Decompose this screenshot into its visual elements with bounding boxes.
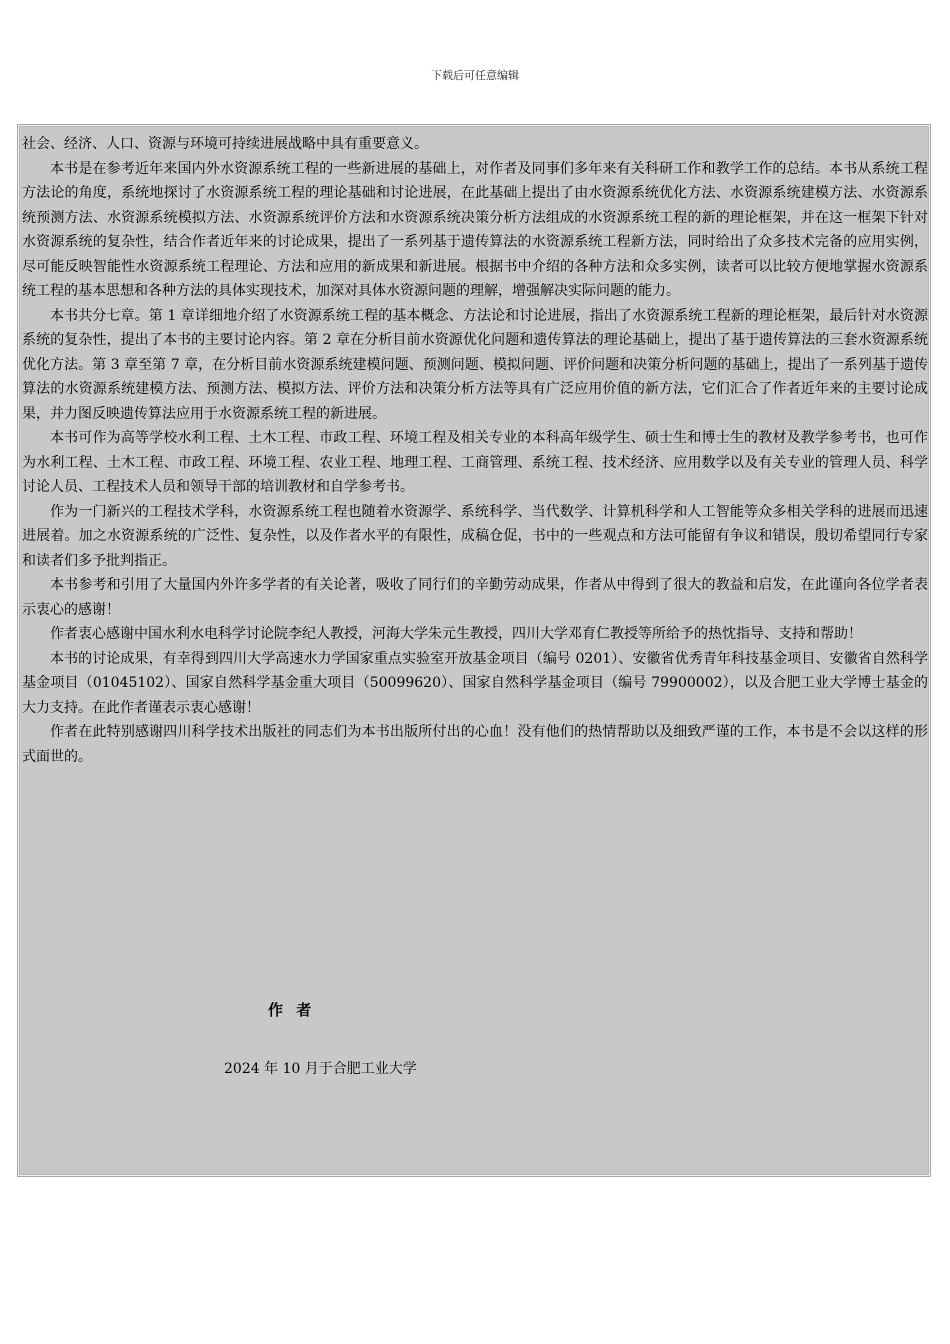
preface-paragraph: 社会、经济、人口、资源与环境可持续进展战略中具有重要意义。: [22, 136, 428, 152]
header-note: 下载后可任意编辑: [431, 69, 519, 82]
preface-text: [22, 132, 928, 769]
author-signature: 作 者: [268, 1001, 316, 1019]
preface-paragraph: 本书是在参考近年来国内外水资源系统工程的一些新进展的基础上，对作者及同事们多年来有关科研工作和教学工作的总结。本书从系统工程方法论的角度，系统地探讨了水资源系统工程的理论基础和讨论进展，在此基础上提出了由水资源系统优化方法、水资源系统建模方法、水资源系统预测方法、水资源系统模拟方法、水资源系统评价方法和水资源系统决策分析方法组成的水资源系统工程的新的理论框架，并在这一框架下针对水资源系统的复杂性，结合作者近年来的讨论成果，提出了一系列基于遗传算法的水资源系统工程新方法，同时给出了众多技术完备的应用实例，尽可能反映智能性水资源系统工程理论、方法和应用的新成果和新进展。根据书中介绍的各种方法和众多实例，读者可以比较方便地掌握水资源系统工程的基本思想和各种方法的具体实现技术，加深对具体水资源问题的理解，增强解决实际问题的能力。: [22, 160, 928, 299]
preface-paragraph: 本书可作为高等学校水利工程、土木工程、市政工程、环境工程及相关专业的本科高年级学生、硕士生和博士生的教材及教学参考书，也可作为水利工程、土木工程、市政工程、环境工程、农业工程、地理工程、工商管理、系统工程、技术经济、应用数学以及有关专业的管理人员、科学讨论人员、工程技术人员和领导干部的培训教材和自学参考书。: [22, 430, 928, 495]
preface-paragraph: 本书的讨论成果，有幸得到四川大学高速水力学国家重点实验室开放基金项目（编号 0201）、安徽省优秀青年科技基金项目、安徽省自然科学基金项目（01045102）、国家自然科学基金重大项目（50099620）、国家自然科学基金项目（编号 79900002），以及合肥工业大学博士基金的大力支持。在此作者谨表示衷心感谢！: [22, 650, 928, 716]
preface-paragraph: 作者衷心感谢中国水利水电科学讨论院李纪人教授，河海大学朱元生教授，四川大学邓育仁教授等所给予的热忱指导、支持和帮助！: [50, 626, 862, 642]
preface-paragraph: 作为一门新兴的工程技术学科，水资源系统工程也随着水资源学、系统科学、当代数学、计算机科学和人工智能等众多相关学科的进展而迅速进展着。加之水资源系统的广泛性、复杂性，以及作者水平的有限性，成稿仓促，书中的一些观点和方法可能留有争议和错误，殷切希望同行专家和读者们多予批判指正。: [22, 503, 928, 569]
preface-paragraph: 本书参考和引用了大量国内外许多学者的有关论著，吸收了同行们的辛勤劳动成果，作者从中得到了很大的教益和启发，在此谨向各位学者表示衷心的感谢！: [22, 577, 928, 618]
preface-paragraph: 本书共分七章。第 1 章详细地介绍了水资源系统工程的基本概念、方法论和讨论进展，指出了水资源系统工程新的理论框架，最后针对水资源系统的复杂性，提出了本书的主要讨论内容。第 2 章在分析目前水资源优化问题和遗传算法的理论基础上，提出了基于遗传算法的三套水资源系统优化方法。第 3 章至第 7 章，在分析目前水资源系统建模问题、预测问题、模拟问题、评价问题和决策分析问题的基础上，提出了一系列基于遗传算法的水资源系统建模方法、预测方法、模拟方法、评价方法和决策分析方法等具有广泛应用价值的新方法，它们汇合了作者近年来的主要讨论成果，并力图反映遗传算法应用于水资源系统工程的新进展。: [22, 307, 928, 422]
preface-paragraph: 作者在此特别感谢四川科学技术出版社的同志们为本书出版所付出的心血！没有他们的热情帮助以及细致严谨的工作，本书是不会以这样的形式面世的。: [22, 724, 928, 765]
date-line: 2024 年 10 月于合肥工业大学: [224, 1061, 417, 1077]
preface-frame: [17, 124, 931, 1177]
